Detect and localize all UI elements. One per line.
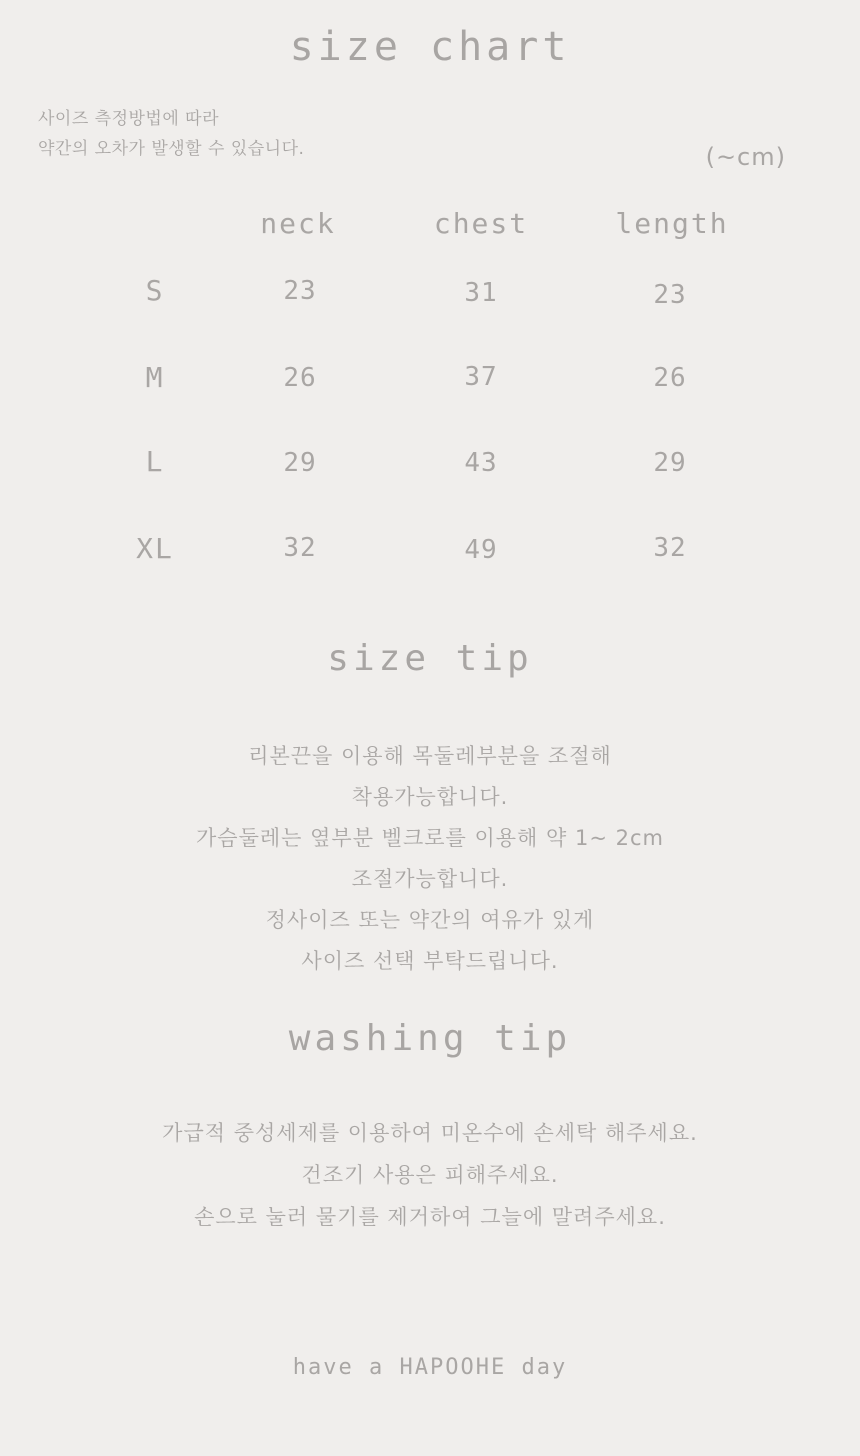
table-row	[96, 250, 764, 335]
cell-length	[576, 250, 764, 335]
cell-chest	[386, 505, 576, 590]
cell-length-value: 26	[653, 362, 687, 393]
size-tip-body	[0, 736, 860, 982]
size-tip-line: 조절가능합니다.	[351, 867, 509, 891]
column-header-chest	[386, 196, 576, 250]
size-chart-heading: size chart	[289, 24, 571, 70]
cell-chest-value: 31	[464, 277, 498, 308]
cell-chest-value: 37	[464, 361, 498, 392]
cell-neck	[214, 250, 386, 335]
cell-chest	[386, 335, 576, 420]
column-header-length	[576, 196, 764, 250]
unit-label: (~cm)	[705, 143, 786, 171]
size-tip-line: 가슴둘레는 옆부분 벨크로를 이용해 약 1~ 2cm	[196, 826, 664, 850]
table-row	[96, 335, 764, 420]
cell-length	[576, 335, 764, 420]
cell-neck-value: 32	[283, 532, 317, 563]
cell-length	[576, 420, 764, 505]
cell-chest	[386, 420, 576, 505]
cell-length-value: 32	[653, 532, 687, 563]
size-tip-line: 착용가능합니다.	[351, 785, 509, 809]
cell-size	[96, 505, 214, 590]
cell-size-value: S	[145, 274, 165, 307]
size-tip-line: 사이즈 선택 부탁드립니다.	[301, 949, 559, 973]
cell-size-value: XL	[136, 532, 174, 565]
washing-tip-line: 건조기 사용은 피해주세요.	[301, 1163, 559, 1187]
cell-neck	[214, 335, 386, 420]
cell-neck	[214, 505, 386, 590]
size-tip-line: 리본끈을 이용해 목둘레부분을 조절해	[248, 744, 612, 768]
cell-chest	[386, 250, 576, 335]
cell-chest-value: 49	[464, 534, 498, 565]
size-tip-line: 정사이즈 또는 약간의 여유가 있게	[265, 908, 595, 932]
cell-size	[96, 335, 214, 420]
measurement-note	[38, 104, 304, 164]
cell-size	[96, 420, 214, 505]
column-header-size	[96, 196, 214, 250]
cell-length-value: 29	[653, 447, 687, 478]
washing-tip-body	[0, 1112, 860, 1238]
table-header-row	[96, 196, 764, 250]
column-header-chest-label: chest	[433, 206, 529, 240]
cell-neck-value: 29	[283, 447, 317, 478]
washing-tip-heading: washing tip	[288, 1018, 572, 1059]
size-tip-heading: size tip	[327, 638, 533, 679]
measurement-note-line-1: 사이즈 측정방법에 따라	[38, 109, 220, 129]
cell-neck-value: 23	[283, 275, 317, 306]
measurement-note-line-2: 약간의 오차가 발생할 수 있습니다.	[38, 139, 305, 159]
cell-chest-value: 43	[464, 447, 498, 478]
column-header-length-label: length	[615, 206, 729, 240]
cell-length-value: 23	[653, 279, 687, 310]
cell-neck-value: 26	[283, 362, 317, 393]
washing-tip-line: 가급적 중성세제를 이용하여 미온수에 손세탁 해주세요.	[162, 1121, 698, 1145]
cell-size-value: L	[145, 445, 165, 478]
cell-size	[96, 250, 214, 335]
column-header-neck-label: neck	[260, 206, 336, 240]
cell-neck	[214, 420, 386, 505]
column-header-neck	[214, 196, 386, 250]
table-row	[96, 420, 764, 505]
washing-tip-line: 손으로 눌러 물기를 제거하여 그늘에 말려주세요.	[194, 1205, 666, 1229]
table-row	[96, 505, 764, 590]
size-chart-table	[96, 196, 764, 590]
footer-tagline: have a HAPOOHE day	[292, 1355, 568, 1380]
cell-length	[576, 505, 764, 590]
cell-size-value: M	[145, 361, 165, 394]
